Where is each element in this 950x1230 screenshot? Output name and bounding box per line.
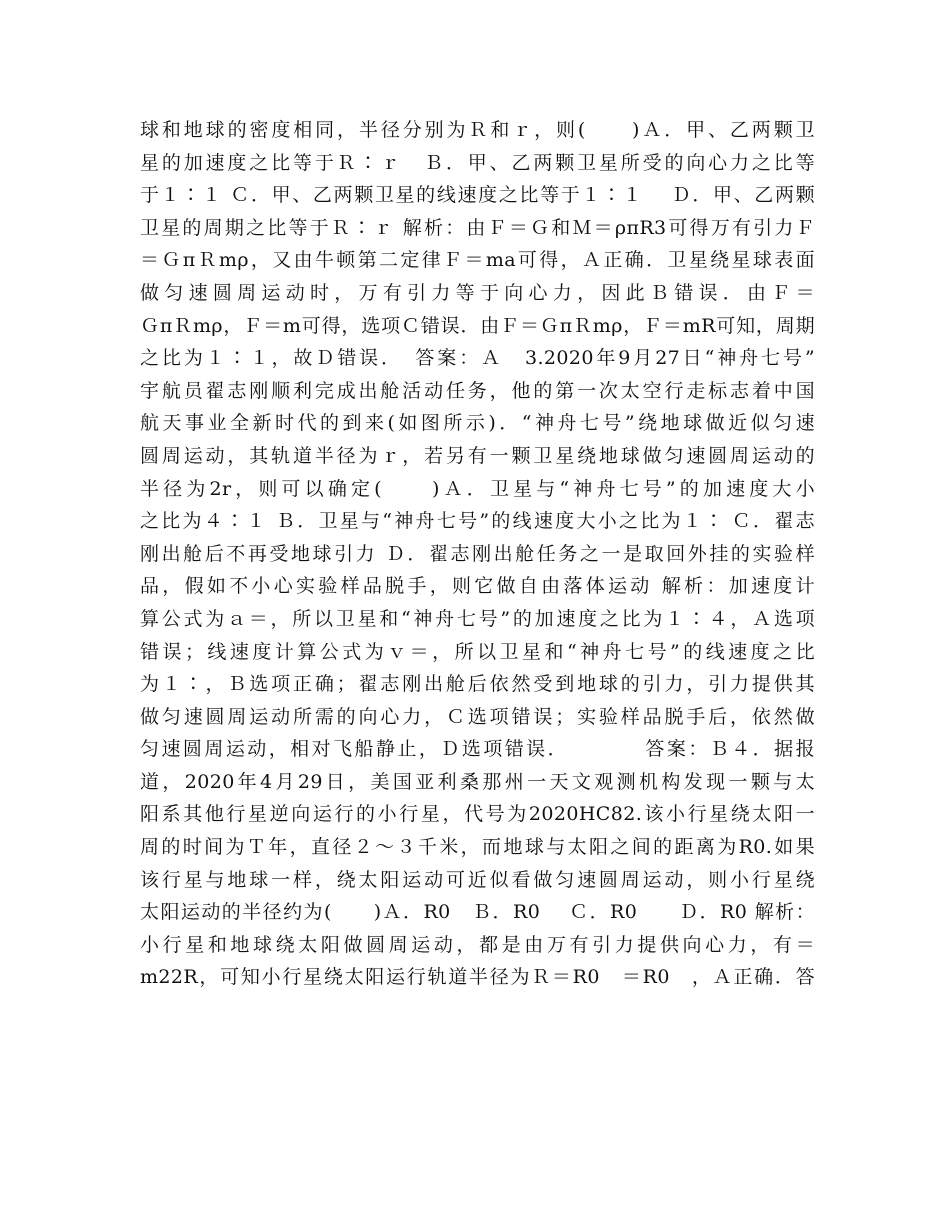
- text-line: 阳系其他行星逆向运行的小行星，代号为2020HC82.该小行星绕太阳一: [140, 803, 815, 826]
- text-line: ＧπＲmρ，Ｆ＝m可得，选项Ｃ错误．由Ｆ＝ＧπＲmρ，Ｆ＝mR可知，周期: [140, 314, 815, 337]
- text-line: 星的加速度之比等于Ｒ∶ｒ Ｂ．甲、乙两颗卫星所受的向心力之比等: [140, 151, 815, 174]
- text-line: 做匀速圆周运动所需的向心力，Ｃ选项错误；实验样品脱手后，依然做: [140, 705, 815, 728]
- text-line: 刚出舱后不再受地球引力 Ｄ．翟志刚出舱任务之一是取回外挂的实验样: [140, 542, 815, 565]
- text-line: 之比为４∶１ Ｂ．卫星与“神舟七号”的线速度大小之比为１∶ Ｃ．翟志: [140, 510, 815, 533]
- text-line: 卫星的周期之比等于Ｒ∶ｒ 解析：由Ｆ＝Ｇ和Ｍ＝ρπR3可得万有引力Ｆ: [140, 216, 815, 239]
- text-line: 该行星与地球一样，绕太阳运动可近似看做匀速圆周运动，则小行星绕: [140, 868, 815, 891]
- text-line: 宇航员翟志刚顺利完成出舱活动任务，他的第一次太空行走标志着中国: [140, 379, 815, 402]
- text-line: 航天事业全新时代的到来(如图所示)．“神舟七号”绕地球做近似匀速: [140, 412, 815, 435]
- text-line: 于１∶１ Ｃ．甲、乙两颗卫星的线速度之比等于１∶１ Ｄ．甲、乙两颗: [140, 184, 815, 207]
- text-line: ＝ＧπＲmρ，又由牛顿第二定律Ｆ＝ma可得，Ａ正确．卫星绕星球表面: [140, 249, 815, 272]
- text-line: 半径为2r，则可以确定( )Ａ．卫星与“神舟七号”的加速度大小: [140, 477, 815, 500]
- text-line: 品，假如不小心实验样品脱手，则它做自由落体运动 解析：加速度计: [140, 575, 815, 598]
- text-line: 道，2020年4月29日，美国亚利桑那州一天文观测机构发现一颗与太: [140, 770, 815, 793]
- document-text-block: [140, 114, 815, 994]
- text-line: 小行星和地球绕太阳做圆周运动，都是由万有引力提供向心力，有＝: [140, 933, 815, 956]
- text-line: 周的时间为Ｔ年，直径２～３千米，而地球与太阳之间的距离为R0.如果: [140, 836, 815, 859]
- text-line: m22R，可知小行星绕太阳运行轨道半径为Ｒ＝R0 ＝R0 ，Ａ正确．答: [140, 966, 815, 989]
- text-line: 球和地球的密度相同，半径分别为Ｒ和ｒ，则( )Ａ．甲、乙两颗卫: [140, 119, 815, 141]
- text-line: 圆周运动，其轨道半径为ｒ，若另有一颗卫星绕地球做匀速圆周运动的: [140, 444, 815, 467]
- text-line: 错误；线速度计算公式为ｖ＝，所以卫星和“神舟七号”的线速度之比: [140, 640, 815, 663]
- text-line: 算公式为ａ＝，所以卫星和“神舟七号”的加速度之比为１∶４，Ａ选项: [140, 607, 815, 630]
- text-line: 匀速圆周运动，相对飞船静止，Ｄ选项错误． 答案：Ｂ４．据报: [140, 738, 815, 761]
- text-line: 做匀速圆周运动时，万有引力等于向心力，因此Ｂ错误．由Ｆ＝: [140, 281, 815, 304]
- text-line: 太阳运动的半径约为( )Ａ．R0 Ｂ．R0 Ｃ．R0 Ｄ．R0 解析：: [140, 901, 815, 924]
- text-line: 为１∶，Ｂ选项正确；翟志刚出舱后依然受到地球的引力，引力提供其: [140, 673, 815, 696]
- text-line: 之比为１∶１，故Ｄ错误． 答案：Ａ 3.2020年9月27日“神舟七号”: [140, 347, 815, 370]
